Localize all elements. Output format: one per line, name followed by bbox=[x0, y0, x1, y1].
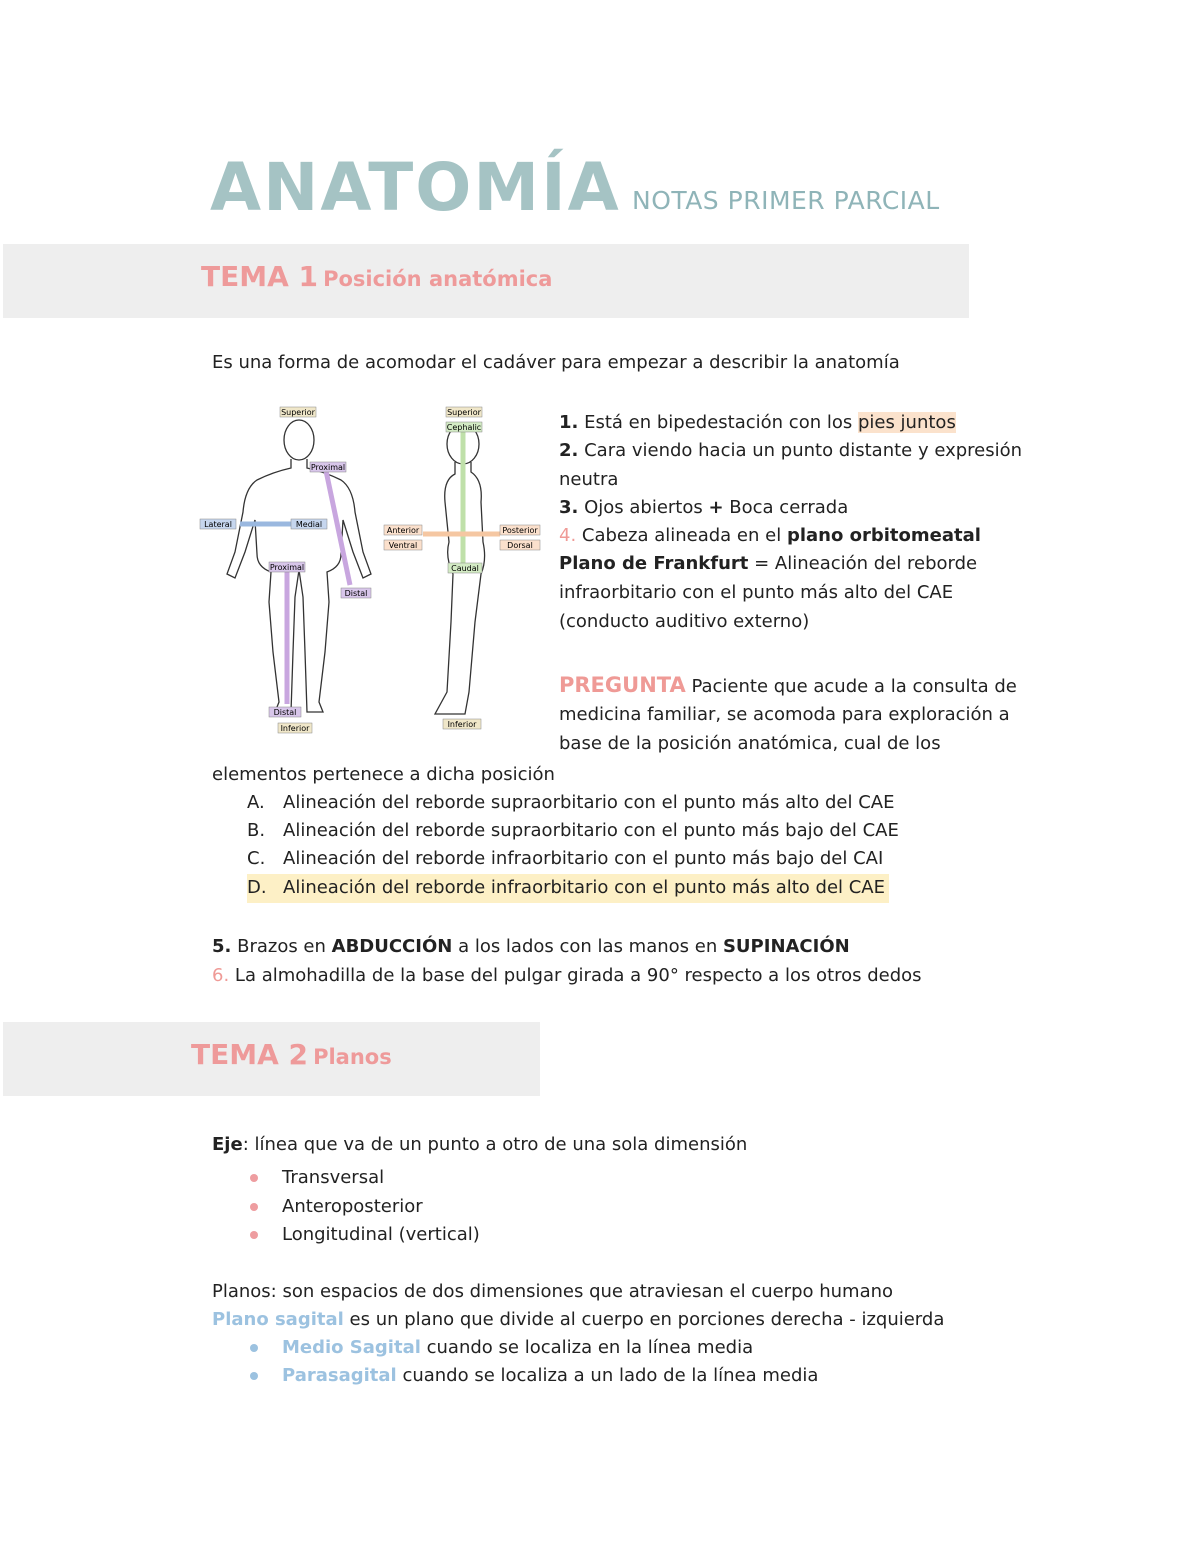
label-inferior-side: Inferior bbox=[447, 720, 477, 729]
point-2-cont: neutra bbox=[559, 469, 619, 490]
bullet-icon bbox=[250, 1344, 258, 1352]
anatomical-position-figure bbox=[195, 402, 555, 737]
tema1-intro: Es una forma de acomodar el cadáver para empezar a describir la anatomía bbox=[212, 352, 900, 373]
pregunta-line4: elementos pertenece a dicha posición bbox=[212, 764, 555, 785]
label-lateral: Lateral bbox=[204, 520, 232, 529]
label-superior-front: Superior bbox=[281, 408, 315, 417]
tema2-name: Planos bbox=[313, 1045, 392, 1069]
pregunta-line1: PREGUNTA Paciente que acude a la consulta de bbox=[559, 673, 1017, 697]
option-a: A. Alineación del reborde supraorbitario con el punto más alto del CAE bbox=[247, 792, 895, 813]
label-medial: Medial bbox=[295, 520, 323, 529]
option-c: C. Alineación del reborde infraorbitario con el punto más bajo del CAI bbox=[247, 848, 884, 869]
point-1: 1. Está en bipedestación con los pies juntos bbox=[559, 412, 956, 433]
pregunta-label: PREGUNTA bbox=[559, 673, 686, 697]
point-6: 6. La almohadilla de la base del pulgar girada a 90° respecto a los otros dedos bbox=[212, 965, 922, 986]
sub-medio-sagital: Medio Sagital cuando se localiza en la línea media bbox=[250, 1334, 753, 1363]
label-superior-side: Superior bbox=[447, 408, 481, 417]
option-d-correct: D. Alineación del reborde infraorbitario con el punto más alto del CAE bbox=[247, 874, 889, 903]
tema1-label: TEMA 1 bbox=[201, 260, 318, 293]
tema2-label: TEMA 2 bbox=[191, 1038, 308, 1071]
label-proximal-leg: Proximal bbox=[269, 563, 305, 572]
point-4: 4. Cabeza alineada en el plano orbitomeatal bbox=[559, 525, 981, 546]
label-caudal: Caudal bbox=[451, 564, 479, 573]
label-distal-leg: Distal bbox=[273, 708, 297, 717]
label-distal-arm: Distal bbox=[344, 589, 368, 598]
point-5: 5. Brazos en ABDUCCIÓN a los lados con las manos en SUPINACIÓN bbox=[212, 936, 850, 957]
bullet-icon bbox=[250, 1231, 258, 1239]
planos-definition: Planos: son espacios de dos dimensiones que atraviesan el cuerpo humano bbox=[212, 1281, 894, 1302]
tema2-header bbox=[3, 1022, 540, 1096]
frankfurt-line2: infraorbitario con el punto más alto del CAE bbox=[559, 582, 954, 603]
page-subtitle: NOTAS PRIMER PARCIAL bbox=[632, 186, 940, 215]
tema1-header bbox=[3, 244, 969, 318]
label-cephalic: Cephalic bbox=[446, 423, 482, 432]
eje-definition: Eje: línea que va de un punto a otro de una sola dimensión bbox=[212, 1134, 748, 1155]
bullet-icon bbox=[250, 1203, 258, 1211]
label-inferior-front: Inferior bbox=[280, 724, 310, 733]
label-ventral: Ventral bbox=[388, 541, 418, 550]
point-3: 3. Ojos abiertos + Boca cerrada bbox=[559, 497, 849, 518]
eje-item-longitudinal: Longitudinal (vertical) bbox=[250, 1221, 480, 1250]
eje-item-anteroposterior: Anteroposterior bbox=[250, 1193, 423, 1222]
frankfurt-line1: Plano de Frankfurt = Alineación del reborde bbox=[559, 553, 978, 574]
label-anterior: Anterior bbox=[386, 526, 420, 535]
option-b: B. Alineación del reborde supraorbitario con el punto más bajo del CAE bbox=[247, 820, 899, 841]
highlight-pies-juntos: pies juntos bbox=[857, 412, 956, 433]
tema1-name: Posición anatómica bbox=[323, 267, 553, 291]
page-title: ANATOMÍA bbox=[210, 149, 621, 226]
plano-sagital-definition: Plano sagital es un plano que divide al cuerpo en porciones derecha - izquierda bbox=[212, 1309, 945, 1330]
label-proximal-arm: Proximal bbox=[310, 463, 346, 472]
pregunta-line2: medicina familiar, se acomoda para exploración a bbox=[559, 704, 1010, 725]
bullet-icon bbox=[250, 1174, 258, 1182]
frankfurt-line3: (conducto auditivo externo) bbox=[559, 611, 810, 632]
eje-item-transversal: Transversal bbox=[250, 1164, 384, 1193]
bullet-icon bbox=[250, 1372, 258, 1380]
point-2: 2. Cara viendo hacia un punto distante y expresión bbox=[559, 440, 1023, 461]
sub-parasagital: Parasagital cuando se localiza a un lado de la línea media bbox=[250, 1362, 818, 1391]
label-dorsal: Dorsal bbox=[507, 541, 533, 550]
pregunta-line3: base de la posición anatómica, cual de los bbox=[559, 733, 941, 754]
label-posterior: Posterior bbox=[502, 526, 538, 535]
